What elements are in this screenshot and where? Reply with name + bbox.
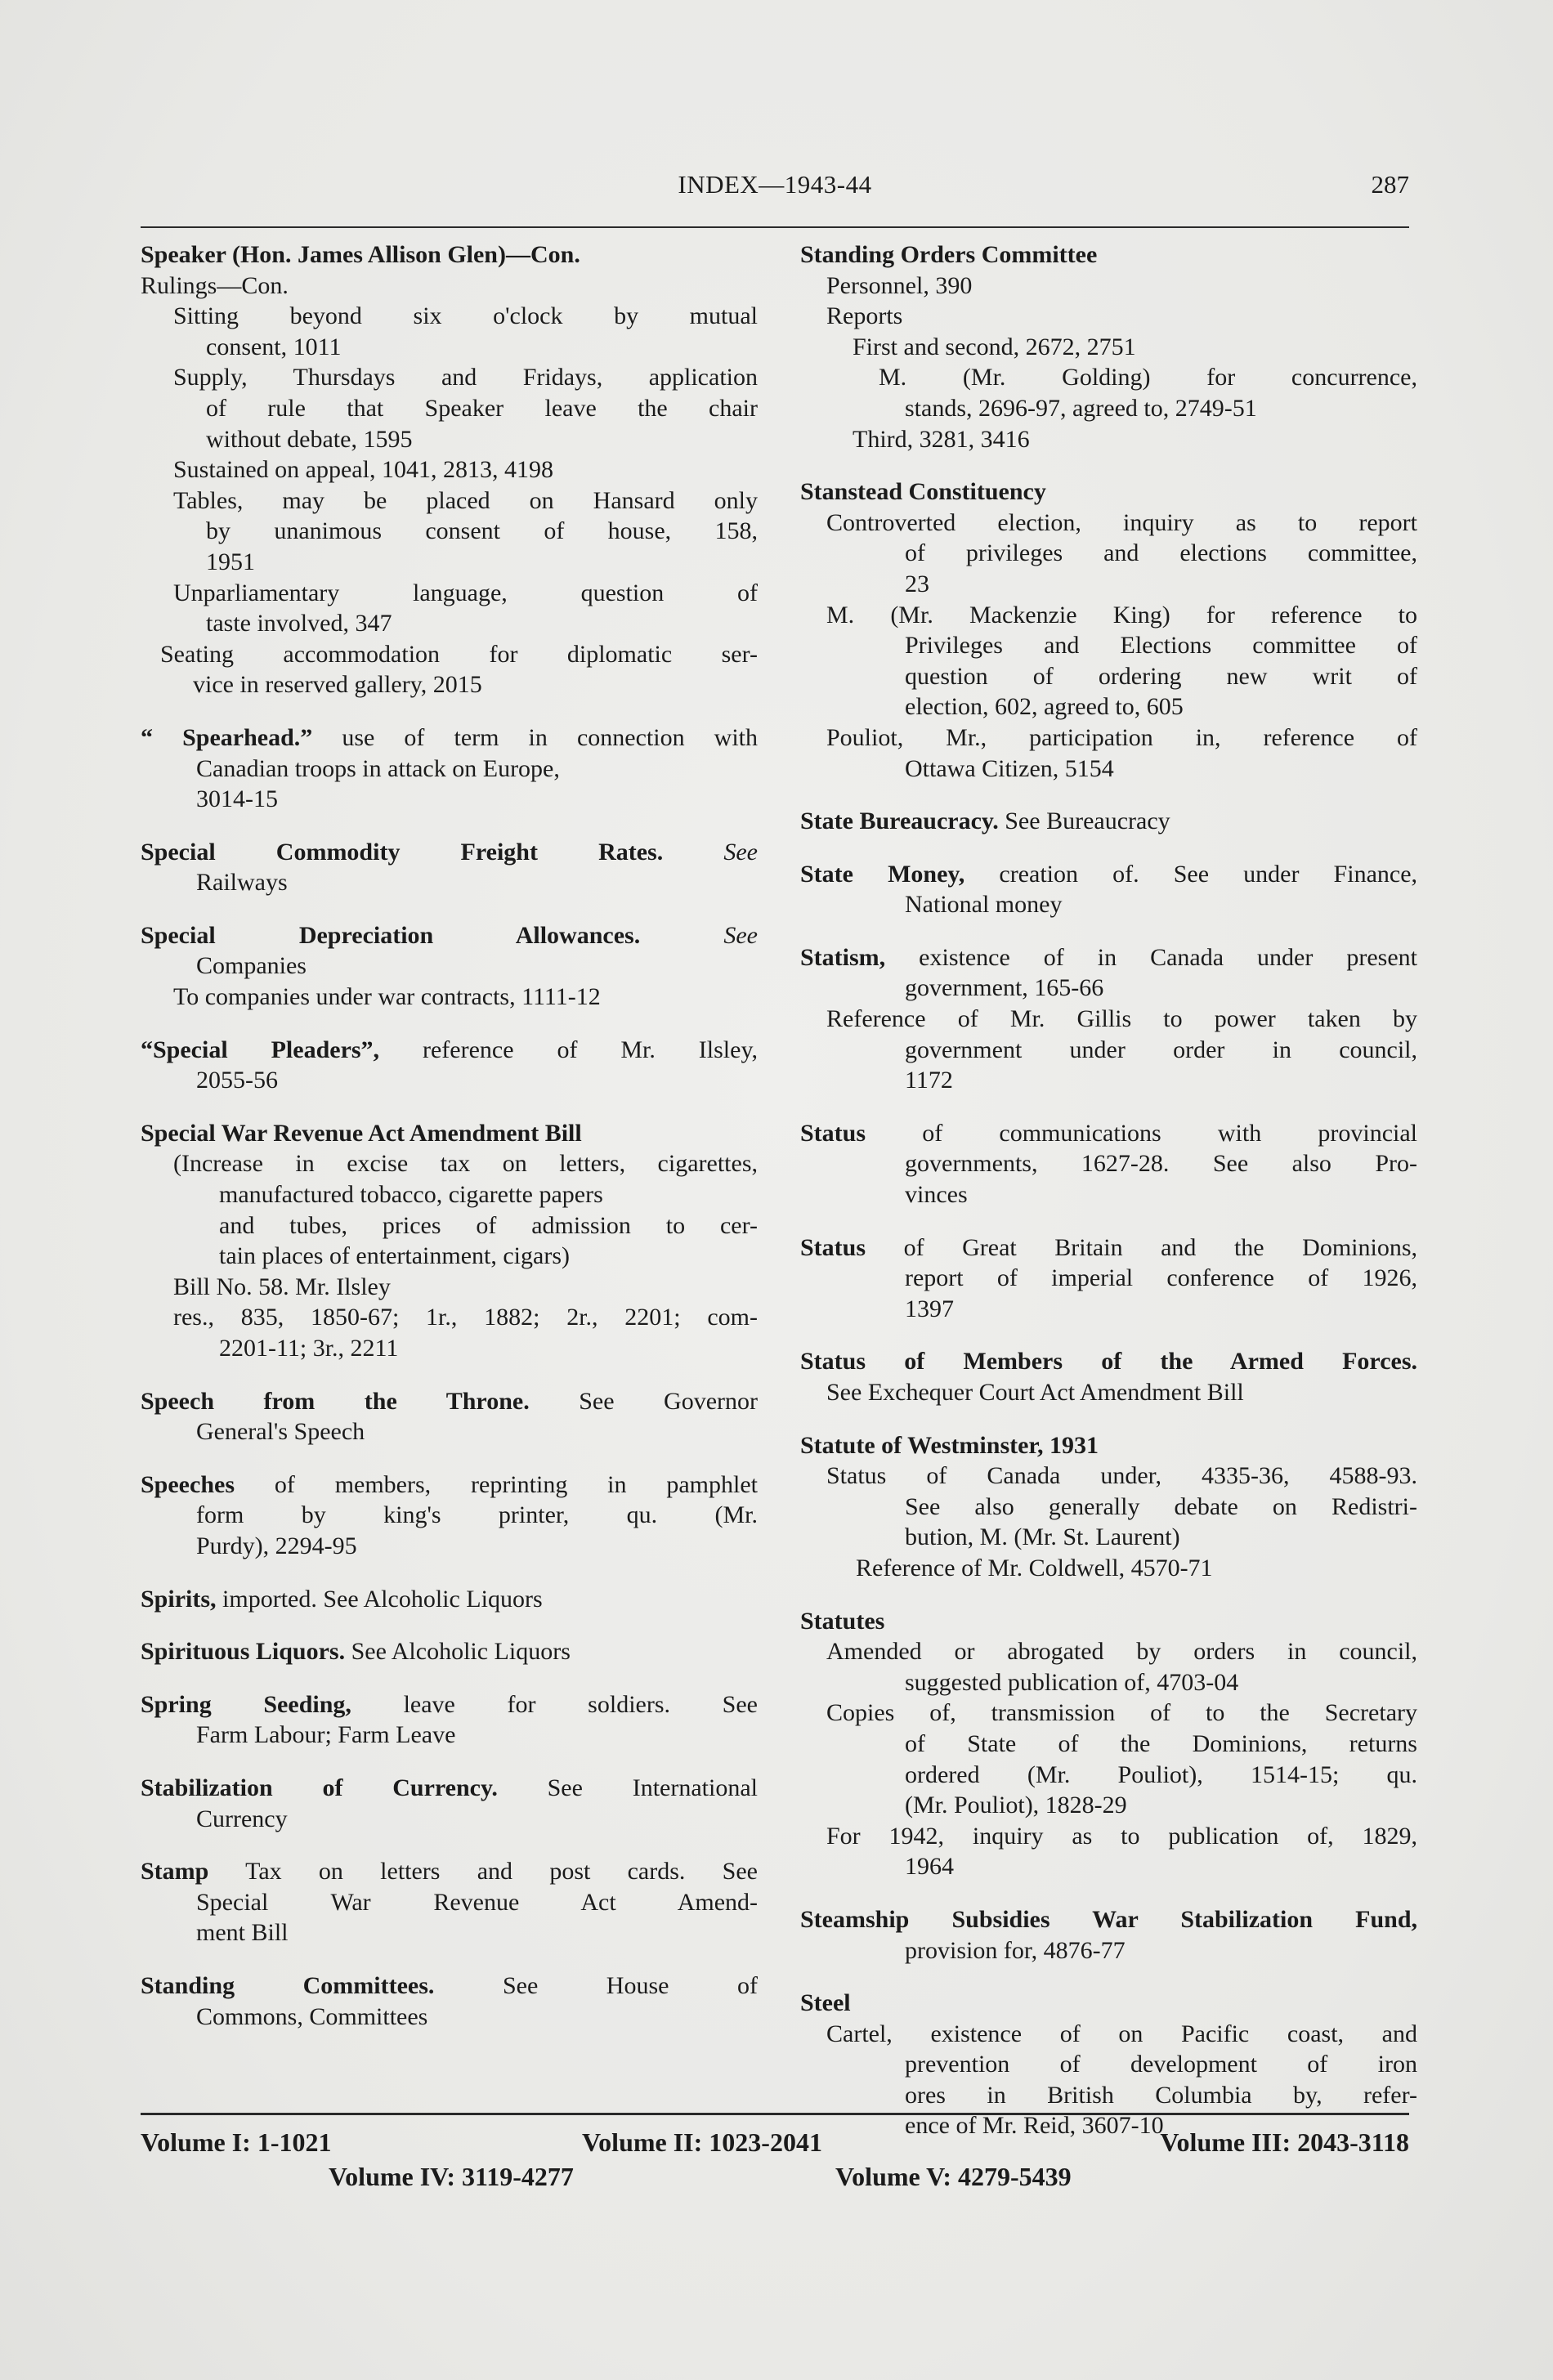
entry-text: Currency [196,1805,288,1832]
index-entry [800,1430,1417,1584]
entry-text: Pouliot, Mr., participation in, reference of [826,723,1417,751]
entry-text: (Mr. Pouliot), 1828-29 [905,1792,1127,1819]
entry-text: suggested publication of, 4703-04 [905,1668,1239,1696]
entry-text: See Alcoholic Liquors [345,1638,571,1666]
entry-text: use of term in connection with [312,723,758,751]
entry-text: vice in reserved gallery, 2015 [193,671,482,699]
entry-text: res., 835, 1850-67; 1r., 1882; 2r., 2201; com- [173,1304,758,1331]
volume-range: Volume III: 2043-3118 [1160,2127,1409,2157]
entry-heading: Special War Revenue Act Amendment Bill [141,1119,582,1147]
entry-heading: State Bureaucracy. [800,808,999,835]
page-header [141,170,1409,203]
index-entry [800,806,1417,837]
entry-text: bution, M. (Mr. St. Laurent) [905,1523,1180,1551]
entry-text: See [663,838,758,866]
entry-text: Reference of Mr. Coldwell, 4570-71 [856,1554,1213,1581]
entry-text: See also generally debate on Redistri- [905,1492,1417,1520]
entry-text: Controverted election, inquiry as to report [826,508,1417,536]
entry-text: See [640,921,758,949]
entry-text: provision for, 4876-77 [905,1936,1126,1964]
entry-text: vinces [905,1181,968,1209]
volume-range: Volume IV: 3119-4277 [329,2162,574,2191]
entry-text: ores in British Columbia by, refer- [905,2081,1417,2109]
entry-text: Tax on letters and post cards. See [208,1858,758,1886]
volume-key-footer [141,2127,1409,2196]
entry-text: of communications with provincial [866,1119,1417,1147]
entry-text: Farm Labour; Farm Leave [196,1721,456,1749]
entry-text: Third, 3281, 3416 [853,425,1030,453]
entry-text: See International [497,1774,758,1801]
entry-subline: Rulings—Con. [141,271,289,299]
entry-text: tain places of entertainment, cigars) [219,1242,570,1270]
entry-text: Railways [196,869,288,897]
entry-text: Unparliamentary language, question of [173,579,758,606]
entry-text: of rule that Speaker leave the chair [206,394,758,422]
index-entry [141,837,758,898]
entry-text: General's Speech [196,1418,365,1446]
entry-text: consent, 1011 [206,333,342,360]
entry-text: taste involved, 347 [206,610,392,638]
entry-text: by unanimous consent of house, 158, [206,517,758,545]
entry-heading: State Money, [800,860,965,888]
entry-text: (Increase in excise tax on letters, cigarettes, [173,1150,758,1178]
entry-heading: Steel [800,1989,851,2017]
entry-text: Cartel, existence of on Pacific coast, and [826,2020,1417,2047]
index-entry [141,722,758,815]
entry-text: report of imperial conference of 1926, [905,1264,1417,1292]
entry-heading: “ Spearhead.” [141,723,313,751]
entry-heading: Statism, [800,943,886,971]
index-entry [800,1904,1417,1966]
entry-text: See Governor [529,1387,758,1415]
entry-heading: Speech from the Throne. [141,1387,530,1415]
entry-text: prevention of development of iron [905,2051,1417,2078]
index-entry [800,476,1417,784]
index-entry [141,1470,758,1562]
entry-text: manufactured tobacco, cigarette papers [219,1181,603,1209]
index-entry [800,1988,1417,2141]
entry-text: ence of Mr. Reid, 3607-10 [905,2112,1164,2140]
entry-text: reference of Mr. Ilsley, [379,1036,758,1063]
entry-heading: Statute of Westminster, 1931 [800,1431,1099,1459]
running-title: INDEX—1943-44 [678,170,872,199]
entry-text: Reference of Mr. Gillis to power taken by [826,1005,1417,1033]
index-entry [141,1856,758,1948]
entry-text: leave for soldiers. See [351,1690,758,1718]
page-number: 287 [1371,170,1409,199]
entry-heading: Statutes [800,1607,885,1635]
volume-range: Volume I: 1-1021 [141,2127,332,2157]
entry-text: without debate, 1595 [206,425,413,453]
entry-text: Copies of, transmission of to the Secretary [826,1699,1417,1727]
entry-text: governments, 1627-28. See also Pro- [905,1150,1417,1178]
index-entry [800,239,1417,454]
entry-text: M. (Mr. Golding) for concurrence, [879,364,1417,391]
index-entry [141,1636,758,1667]
entry-text: government under order in council, [905,1036,1417,1063]
entry-subitems [141,301,758,639]
entry-text: Personnel, 390 [826,271,973,299]
entry-text: Canadian troops in attack on Europe, [196,754,560,782]
index-entry [141,1584,758,1615]
entry-text: Seating accommodation for diplomatic ser- [160,640,758,668]
footer-rule [141,2113,1409,2115]
index-column-right [800,239,1417,2163]
index-entry [800,1118,1417,1210]
entry-text: To companies under war contracts, 1111-12 [173,983,601,1011]
volume-range: Volume V: 4279-5439 [835,2162,1072,2191]
index-entry [141,1773,758,1834]
entry-text: government, 165-66 [905,974,1104,1002]
entry-text: Bill No. 58. Mr. Ilsley [173,1273,391,1300]
entry-text: Tables, may be placed on Hansard only [173,486,758,514]
index-column-left [141,239,758,2054]
entry-heading: Standing Committees. [141,1971,435,1999]
index-entry [141,1386,758,1447]
entry-text: 23 [905,570,929,597]
entry-heading: Spirits, [141,1585,217,1613]
entry-text: See Exchequer Court Act Amendment Bill [826,1379,1244,1406]
index-entry [141,1689,758,1751]
entry-heading: Special Commodity Freight Rates. [141,838,664,866]
entry-text: Ottawa Citizen, 5154 [905,754,1114,782]
entry-heading: Speeches [141,1470,235,1498]
index-entry [800,859,1417,920]
entry-text: and tubes, prices of admission to cer- [219,1211,758,1239]
entry-text: ment Bill [196,1919,289,1947]
entry-text: See House of [434,1971,758,1999]
entry-text: form by king's printer, qu. (Mr. [196,1501,758,1529]
entry-text: Privileges and Elections committee of [905,632,1417,660]
entry-text: of Great Britain and the Dominions, [866,1233,1417,1261]
entry-heading: Status [800,1233,866,1261]
volume-range: Volume II: 1023-2041 [582,2127,822,2157]
index-entry [141,1971,758,2032]
entry-text: Status of Canada under, 4335-36, 4588-93. [826,1462,1417,1490]
index-entry [141,1118,758,1364]
entry-text: 1964 [905,1853,954,1881]
entry-text: imported. See Alcoholic Liquors [216,1585,543,1613]
entry-heading: Speaker (Hon. James Allison Glen)—Con. [141,241,580,268]
index-entry [141,920,758,1013]
entry-text: 1172 [905,1067,953,1094]
entry-text: Companies [196,952,307,980]
entry-text: Commons, Committees [196,2002,428,2030]
index-entry [800,1232,1417,1325]
entry-heading: Standing Orders Committee [800,241,1098,268]
index-entry [141,1035,758,1096]
entry-text: 2201-11; 3r., 2211 [219,1335,399,1362]
entry-text: 1951 [206,548,255,575]
entry-text: election, 602, agreed to, 605 [905,693,1184,721]
entry-text: First and second, 2672, 2751 [853,333,1136,360]
entry-heading: “Special Pleaders”, [141,1036,380,1063]
entry-text: Purdy), 2294-95 [196,1532,357,1559]
entry-text: 1397 [905,1295,954,1322]
entry-text: creation of. See under Finance, [964,860,1418,888]
index-entry [141,239,758,700]
entry-heading: Spring Seeding, [141,1690,351,1718]
entry-text: Sustained on appeal, 1041, 2813, 4198 [173,456,553,484]
entry-text: of privileges and elections committee, [905,539,1417,567]
index-entry [800,1346,1417,1407]
entry-text: stands, 2696-97, agreed to, 2749-51 [905,394,1257,422]
entry-heading: Status [800,1119,866,1147]
entry-text: Special War Revenue Act Amend- [196,1888,758,1916]
entry-heading: Stanstead Constituency [800,478,1046,506]
entry-text: of members, reprinting in pamphlet [235,1470,758,1498]
entry-text: See Bureaucracy [998,808,1170,835]
entry-text: Amended or abrogated by orders in council, [826,1638,1417,1666]
index-entry [800,1606,1417,1882]
entry-text: 3014-15 [196,785,278,813]
entry-heading: Spirituous Liquors. [141,1638,346,1666]
entry-text: 2055-56 [196,1067,278,1094]
entry-text: National money [905,891,1063,919]
entry-heading: Steamship Subsidies War Stabilization Fund, [800,1905,1417,1933]
entry-heading: Stabilization of Currency. [141,1774,498,1801]
entry-text: Sitting beyond six o'clock by mutual [173,302,758,330]
entry-text: ordered (Mr. Pouliot), 1514-15; qu. [905,1760,1417,1788]
entry-text: existence of in Canada under present [885,943,1417,971]
entry-heading: Stamp [141,1858,209,1886]
entry-text: of State of the Dominions, returns [905,1729,1417,1757]
entry-text: For 1942, inquiry as to publication of, 1829, [826,1822,1417,1850]
header-rule [141,226,1409,228]
entry-text: Reports [826,302,903,330]
entry-heading: Special Depreciation Allowances. [141,921,641,949]
entry-text: Supply, Thursdays and Fridays, application [173,364,758,391]
entry-text: M. (Mr. Mackenzie King) for reference to [826,601,1417,629]
entry-heading: Status of Members of the Armed Forces. [800,1348,1417,1376]
index-entry [800,942,1417,1096]
entry-text: question of ordering new writ of [905,662,1417,690]
